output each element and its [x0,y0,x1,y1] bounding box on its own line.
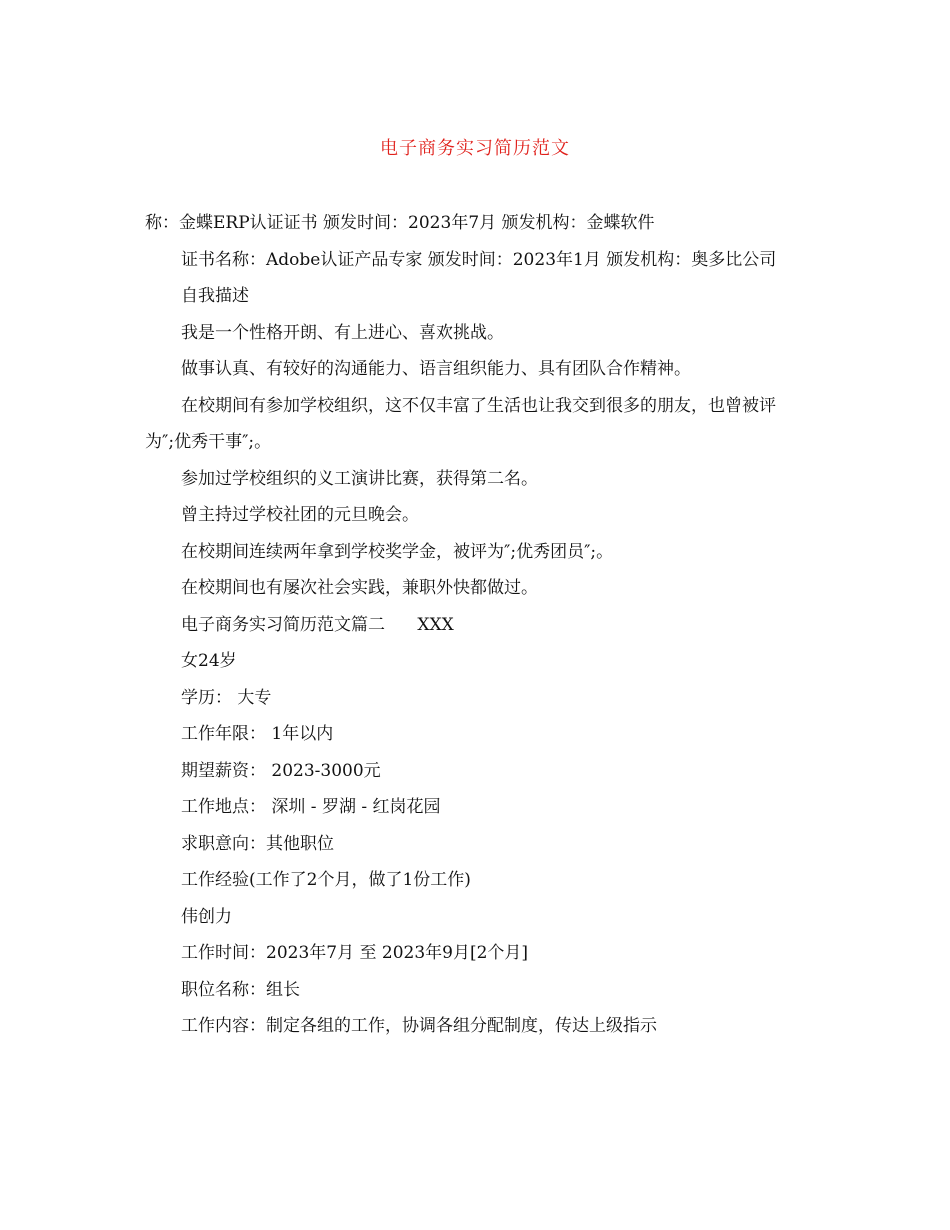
paragraph: 做事认真、有较好的沟通能力、语言组织能力、具有团队合作精神。 [181,359,691,379]
document-title: 电子商务实习简历范文 [380,138,570,159]
paragraph: 称：金蝶ERP认证证书 颁发时间：2023年7月 颁发机构：金蝶软件 [145,213,655,233]
paragraph: 工作年限： 1年以内 [181,724,334,744]
document-body [145,205,805,1045]
paragraph: 工作内容：制定各组的工作，协调各组分配制度，传达上级指示 [181,1016,657,1036]
paragraph: 学历： 大专 [181,687,272,708]
paragraph: 在校期间也有屡次社会实践，兼职外快都做过。 [181,578,538,598]
paragraph: 工作时间：2023年7月 至 2023年9月[2个月] [181,943,529,963]
paragraph: 自我描述 [181,286,249,306]
paragraph: 曾主持过学校社团的元旦晚会。 [181,505,419,525]
paragraph: 工作地点： 深圳 - 罗湖 - 红岗花园 [181,797,441,817]
paragraph: 女24岁 [181,651,237,671]
paragraph: 我是一个性格开朗、有上进心、喜欢挑战。 [181,322,504,343]
paragraph: 证书名称：Adobe认证产品专家 颁发时间：2023年1月 颁发机构：奥多比公司 [181,249,777,270]
paragraph: 期望薪资： 2023-3000元 [181,760,381,781]
paragraph: 工作经验(工作了2个月，做了1份工作) [181,870,471,890]
paragraph: 在校期间有参加学校组织，这不仅丰富了生活也让我交到很多的朋友，也曾被评为″;优秀干事″;。 [145,395,776,452]
paragraph: 参加过学校组织的义工演讲比赛，获得第二名。 [181,468,538,489]
paragraph: 求职意向：其他职位 [181,833,334,854]
paragraph: 职位名称：组长 [181,979,300,1000]
paragraph: 电子商务实习简历范文篇二 XXX [181,614,454,635]
paragraph: 在校期间连续两年拿到学校奖学金，被评为″;优秀团员″;。 [181,541,614,562]
paragraph: 伟创力 [181,906,232,927]
